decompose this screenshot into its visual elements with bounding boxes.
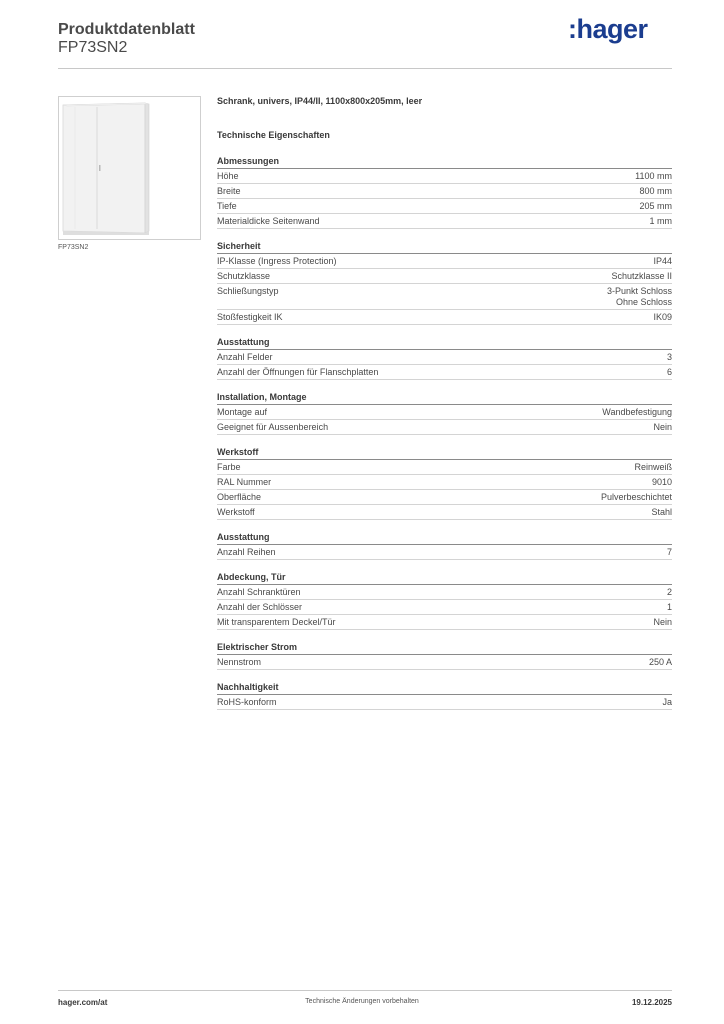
property-label: RoHS-konform	[217, 697, 277, 707]
section-title: Ausstattung	[217, 337, 672, 350]
property-value-group	[639, 186, 672, 197]
page-title: Produktdatenblatt	[58, 21, 195, 38]
property-label: Anzahl Schranktüren	[217, 587, 301, 597]
property-row	[217, 284, 672, 310]
property-value: 205 mm	[639, 201, 672, 211]
property-value-group	[662, 697, 672, 708]
property-row	[217, 350, 672, 365]
footer-divider	[58, 990, 672, 991]
property-value: 1	[666, 602, 672, 612]
property-row	[217, 254, 672, 269]
property-value-group	[639, 201, 672, 212]
property-value-group	[635, 171, 672, 182]
header-divider	[58, 68, 672, 69]
footer-website-link[interactable]: hager.com/at	[58, 998, 108, 1007]
property-label: RAL Nummer	[217, 477, 272, 487]
property-sections	[217, 156, 672, 710]
property-label: Mit transparentem Deckel/Tür	[217, 617, 336, 627]
property-value-group	[653, 422, 672, 433]
logo-text: hager	[576, 14, 648, 44]
property-value: 3	[666, 352, 672, 362]
section-5	[217, 532, 672, 560]
property-value: 3-Punkt Schloss	[606, 286, 672, 296]
property-label: Stoßfestigkeit IK	[217, 312, 283, 322]
property-value: Nein	[653, 617, 672, 627]
section-title: Abdeckung, Tür	[217, 572, 672, 585]
property-row	[217, 615, 672, 630]
property-value-group	[667, 602, 672, 613]
property-label: Oberfläche	[217, 492, 262, 502]
property-value: 1100 mm	[635, 171, 672, 181]
property-label: Farbe	[217, 462, 241, 472]
property-row	[217, 169, 672, 184]
footer-disclaimer: Technische Änderungen vorbehalten	[305, 998, 419, 1005]
property-value-secondary: Ohne Schloss	[615, 297, 672, 307]
property-value: 1 mm	[649, 216, 672, 226]
property-row	[217, 460, 672, 475]
property-row	[217, 585, 672, 600]
section-8	[217, 682, 672, 710]
logo-colon: :	[568, 14, 577, 44]
property-label: Anzahl Reihen	[217, 547, 276, 557]
property-label: Schließungstyp	[217, 286, 279, 296]
property-label: Werkstoff	[217, 507, 255, 517]
section-1	[217, 241, 672, 325]
property-row	[217, 695, 672, 710]
property-value-group	[667, 547, 672, 558]
property-value-group	[602, 407, 672, 418]
property-label: Breite	[217, 186, 241, 196]
property-label: Schutzklasse	[217, 271, 271, 281]
property-label: Anzahl Felder	[217, 352, 273, 362]
hager-logo	[568, 14, 648, 45]
property-value: Nein	[653, 422, 672, 432]
property-value: 6	[666, 367, 672, 377]
section-4	[217, 447, 672, 520]
property-row	[217, 365, 672, 380]
property-value: 250 A	[648, 657, 672, 667]
property-value: IP44	[653, 256, 672, 266]
property-value: 9010	[651, 477, 672, 487]
section-6	[217, 572, 672, 630]
property-value-group	[649, 657, 672, 668]
section-title: Werkstoff	[217, 447, 672, 460]
property-value-group	[667, 587, 672, 598]
property-value-group	[607, 286, 672, 308]
property-value: Wandbefestigung	[602, 407, 672, 417]
section-title: Ausstattung	[217, 532, 672, 545]
property-label: Nennstrom	[217, 657, 262, 667]
product-details	[217, 96, 672, 710]
property-row	[217, 214, 672, 229]
property-row	[217, 405, 672, 420]
footer-date: 19.12.2025	[631, 998, 672, 1007]
cabinet-image	[59, 97, 200, 239]
property-value-group	[650, 216, 673, 227]
image-caption: FP73SN2	[58, 244, 89, 251]
property-value: Reinweiß	[634, 462, 672, 472]
property-row	[217, 199, 672, 214]
property-value-group	[653, 617, 672, 628]
section-title: Installation, Montage	[217, 392, 672, 405]
product-code: FP73SN2	[58, 39, 128, 56]
property-row	[217, 269, 672, 284]
property-value-group	[653, 312, 672, 323]
property-value: 800 mm	[639, 186, 672, 196]
property-value-group	[611, 271, 672, 282]
property-value-group	[652, 477, 672, 488]
property-value-group	[667, 367, 672, 378]
property-label: Geeignet für Aussenbereich	[217, 422, 329, 432]
section-7	[217, 642, 672, 670]
section-title: Abmessungen	[217, 156, 672, 169]
property-value-group	[634, 462, 672, 473]
property-value-group	[667, 352, 672, 363]
property-label: Materialdicke Seitenwand	[217, 216, 320, 226]
property-value: Stahl	[651, 507, 672, 517]
property-row	[217, 655, 672, 670]
property-row	[217, 310, 672, 325]
property-row	[217, 600, 672, 615]
property-value: 7	[666, 547, 672, 557]
property-label: Montage auf	[217, 407, 268, 417]
property-label: Höhe	[217, 171, 239, 181]
property-row	[217, 475, 672, 490]
property-value: Ja	[662, 697, 672, 707]
property-value: 2	[666, 587, 672, 597]
property-value: IK09	[653, 312, 672, 322]
property-row	[217, 490, 672, 505]
property-label: IP-Klasse (Ingress Protection)	[217, 256, 337, 266]
property-label: Tiefe	[217, 201, 237, 211]
section-title: Sicherheit	[217, 241, 672, 254]
property-row	[217, 184, 672, 199]
technical-properties-heading: Technische Eigenschaften	[217, 130, 330, 140]
property-label: Anzahl der Öffnungen für Flanschplatten	[217, 367, 379, 377]
property-row	[217, 545, 672, 560]
property-value: Schutzklasse II	[611, 271, 672, 281]
product-description: Schrank, univers, IP44/II, 1100x800x205mm, leer	[217, 96, 423, 106]
section-2	[217, 337, 672, 380]
section-title: Nachhaltigkeit	[217, 682, 672, 695]
section-title: Elektrischer Strom	[217, 642, 672, 655]
property-label: Anzahl der Schlösser	[217, 602, 303, 612]
property-row	[217, 505, 672, 520]
product-image	[58, 96, 201, 240]
property-value-group	[601, 492, 672, 503]
property-row	[217, 420, 672, 435]
property-value-group	[651, 507, 672, 518]
property-value: Pulverbeschichtet	[600, 492, 672, 502]
property-value-group	[653, 256, 672, 267]
section-3	[217, 392, 672, 435]
section-0	[217, 156, 672, 229]
